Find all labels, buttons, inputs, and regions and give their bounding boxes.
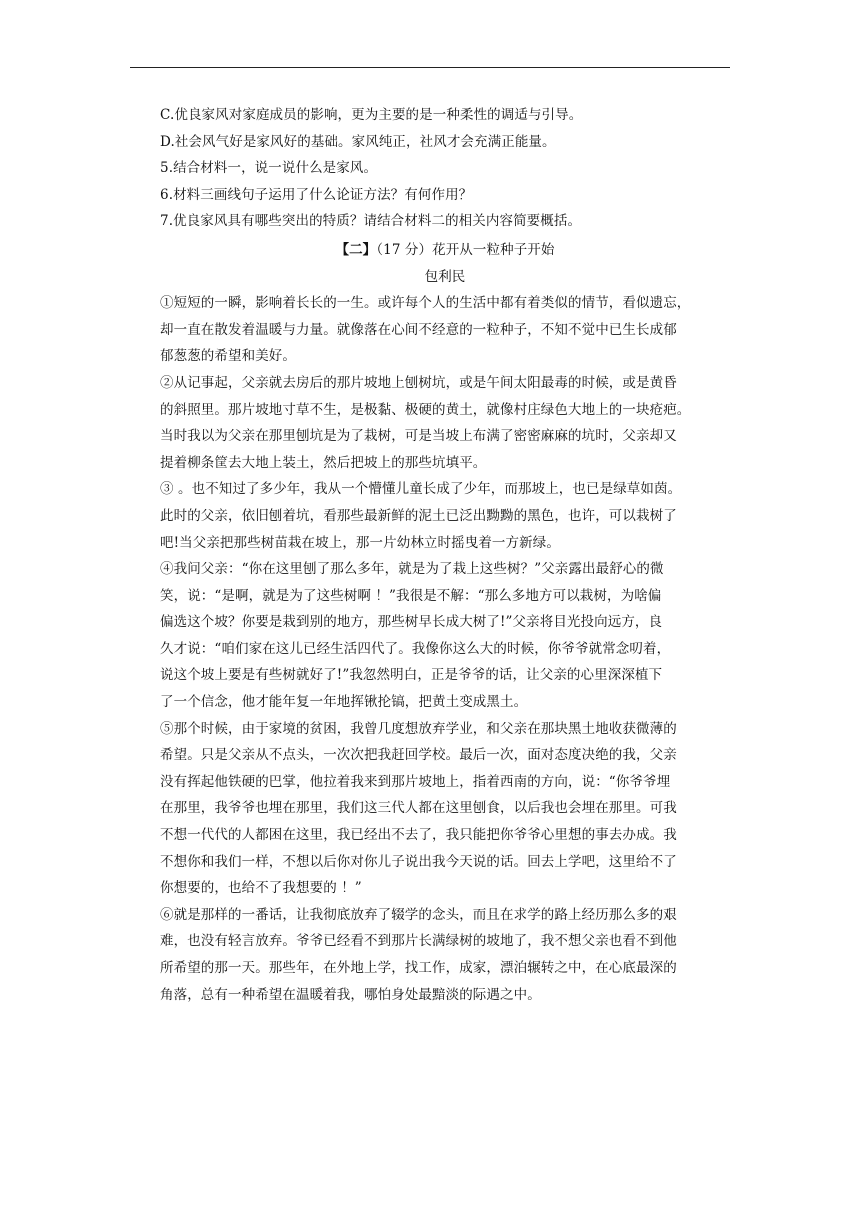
question-line: 5.结合材料一，说一说什么是家风。 <box>160 160 378 177</box>
text-line: 希望。只是父亲从不点头，一次次把我赶回学校。最后一次，面对态度决绝的我，父亲 <box>160 747 677 764</box>
header-rule <box>130 67 730 68</box>
text-line: ②从记事起，父亲就去房后的那片坡地上刨树坑，或是午间太阳最毒的时候，或是黄昏 <box>160 374 677 391</box>
text-line: 了一个信念，他才能年复一年地挥锹抡镐，把黄土变成黑土。 <box>160 694 528 711</box>
text-line: 难，也没有轻言放弃。爷爷已经看不到那片长满绿树的坡地了，我不想父亲也看不到他 <box>160 933 677 950</box>
text-line: 你想要的，也给不了我想要的 ！” <box>160 880 362 897</box>
text-line: 没有挥起他铁硬的巴掌，他拉着我来到那片坡地上，指着西南的方向，说：“你爷爷埋 <box>160 773 671 790</box>
section-heading <box>160 237 730 264</box>
text-line: 吧!当父亲把那些树苗栽在坡上，那一片幼林立时摇曳着一方新绿。 <box>160 534 560 551</box>
text-line: 偏选这个坡？你要是栽到别的地方，那些树早长成大树了!”父亲将目光投向远方，良 <box>160 614 663 631</box>
section-title: （17 分）花开从一粒种子开始 <box>376 241 555 258</box>
paragraph-3 <box>160 476 730 556</box>
question-line: D.社会风气好是家风好的基础。家风纯正，社风才会充满正能量。 <box>160 133 556 150</box>
text-line: ①短短的一瞬，影响着长长的一生。或许每个人的生活中都有着类似的情节，看似遗忘， <box>160 295 691 312</box>
section-marker: 【二】 <box>335 241 377 258</box>
text-line: ③ 。也不知过了多少年，我从一个懵懂儿童长成了少年，而那坡上，也已是绿草如茵。 <box>160 481 682 498</box>
question-line: 6.材料三画线句子运用了什么论证方法？有何作用？ <box>160 186 473 203</box>
text-line: 郁葱葱的希望和美好。 <box>160 348 296 365</box>
text-line: 在那里，我爷爷也埋在那里，我们这三代人都在这里刨食，以后我也会埋在那里。可我 <box>160 800 677 817</box>
text-line: 当时我以为父亲在那里刨坑是为了栽树，可是当坡上布满了密密麻麻的坑时，父亲却又 <box>160 428 677 445</box>
question-line: 7.优良家风具有哪些突出的特质？请结合材料二的相关内容简要概括。 <box>160 213 582 230</box>
text-line: 却一直在散发着温暖与力量。就像落在心间不经意的一粒种子，不知不觉中已生长成郁 <box>160 321 677 338</box>
text-line: 不想你和我们一样，不想以后你对你儿子说出我今天说的话。回去上学吧，这里给不了 <box>160 853 677 870</box>
text-line: 的斜照里。那片坡地寸草不生，是极黏、极硬的黄土，就像村庄绿色大地上的一块疮疤。 <box>160 401 691 418</box>
paragraph-6 <box>160 902 730 1008</box>
text-line: ⑤那个时候，由于家境的贫困，我曾几度想放弃学业，和父亲在那块黑土地收获微薄的 <box>160 720 677 737</box>
text-line: 角落，总有一种希望在温暖着我，哪怕身处最黯淡的际遇之中。 <box>160 986 541 1003</box>
paragraph-2 <box>160 370 730 476</box>
text-line: ⑥就是那样的一番话，让我彻底放弃了辍学的念头，而且在求学的路上经历那么多的艰 <box>160 906 677 923</box>
text-line: ④我问父亲：“你在这里刨了那么多年，就是为了栽上这些树？”父亲露出最舒心的微 <box>160 561 664 578</box>
question-line: C.优良家风对家庭成员的影响，更为主要的是一种柔性的调适与引导。 <box>160 107 583 123</box>
paragraph-5 <box>160 716 730 902</box>
text-line: 此时的父亲，依旧刨着坑，看那些最新鲜的泥土已泛出黝黝的黑色，也许，可以栽树了 <box>160 507 677 524</box>
text-line: 不想一代代的人都困在这里，我已经出不去了，我只能把你爷爷心里想的事去办成。我 <box>160 827 677 844</box>
author-line: 包利民 <box>424 268 466 285</box>
text-line: 久才说：“咱们家在这儿已经生活四代了。我像你这么大的时候，你爷爷就常念叨着， <box>160 640 671 657</box>
paragraph-4 <box>160 556 730 716</box>
text-line: 说这个坡上要是有些树就好了!”我忽然明白，正是爷爷的话，让父亲的心里深深植下 <box>160 667 663 684</box>
text-line: 所希望的那一天。那些年，在外地上学，找工作，成家，漂泊辗转之中，在心底最深的 <box>160 960 677 976</box>
document-body <box>160 102 730 1008</box>
text-line: 笑，说：“是啊，就是为了这些树啊 ！”我很是不解：“那么多地方可以栽树，为啥偏 <box>160 587 662 604</box>
paragraph-1 <box>160 290 730 370</box>
text-line: 提着柳条筐去大地上装土，然后把坡上的那些坑填平。 <box>160 454 487 471</box>
